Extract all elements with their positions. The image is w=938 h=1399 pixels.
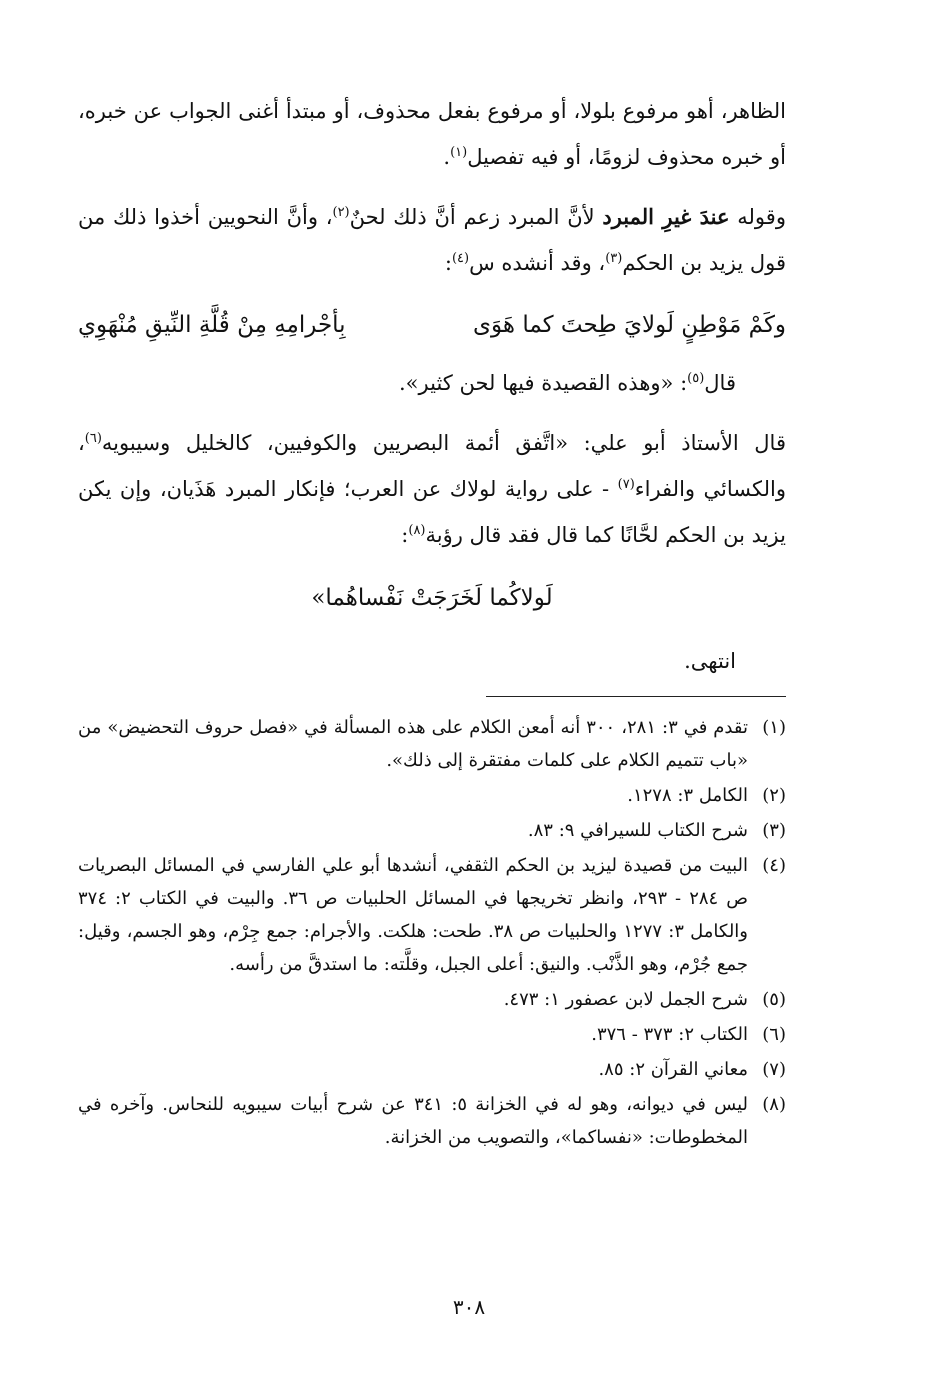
footnotes	[78, 711, 786, 1154]
footnote-ref-7: (٧)	[617, 477, 635, 492]
page-number: ٣٠٨	[452, 1295, 486, 1319]
footnote-ref-3: (٣)	[605, 251, 623, 266]
bold-phrase: عندَ غيرِ المبرد	[602, 204, 730, 229]
footnote-item: (٤) البيت من قصيدة ليزيد بن الحكم الثقفي، أنشدها أبو علي الفارسي في المسائل البصريات ص ٢٨٤ - ٢٩٣، وانظر تخريجها في المسائل الحلبيات ص ٣٦. والبيت في الكتاب ٢: ٣٧٤ والكامل ٣: ١٢٧٧ والحلبيات ص ٣٨. طحت: هلكت. والأجرام: جمع جِرْم، وهو الجسم، وقيل: جمع جُرْم، وهو الذَّنْب. والنيق: أعلى الجبل، وقلَّته: ما استدقَّ من رأسه.	[78, 855, 786, 975]
footnote-ref-1: (١)	[450, 145, 468, 160]
paragraph-1: الظاهر، أهو مرفوع بلولا، أو مرفوع بفعل محذوف، أو مبتدأ أغنى الجواب عن خبره، أو خبره محذوف لزومًا، أو فيه تفصيل$^{(١)}$.	[78, 99, 786, 169]
footnote-item: (١) تقدم في ٣: ٢٨١، ٣٠٠ أنه أمعن الكلام على هذه المسألة في «فصل حروف التحضيض» من «باب تتميم الكلام على كلمات مفتقرة إلى ذلك».	[78, 717, 786, 771]
footnote-separator	[486, 696, 786, 697]
footnote-ref-2: (٢)	[332, 205, 350, 220]
footnote-ref-6: (٦)	[84, 431, 102, 446]
page-content	[78, 88, 786, 1156]
footnote-item: (٧) معاني القرآن ٢: ٨٥.	[598, 1059, 786, 1080]
paragraph-2: وقوله عندَ غيرِ المبرد لأنَّ المبرد زعم أنَّ ذلك لحنٌ$^{(٢)}$، وأنَّ النحويين أخذوا ذلك من قول يزيد بن الحكم$^{(٣)}$، وقد أنشده س$^{(٤)}$:	[78, 204, 786, 275]
footnote-ref-5: (٥)	[687, 371, 705, 386]
footnote-item: (٢) الكامل ٣: ١٢٧٨.	[627, 785, 786, 806]
paragraph-3: قال$^{(٥)}$: «وهذه القصيدة فيها لحن كثير».	[399, 371, 736, 395]
verse-1	[78, 300, 786, 350]
verse-1-second-hemistich: بِأجْرامِهِ مِنْ قُلَّةِ النِّيقِ مُنْهَوِي	[78, 312, 346, 338]
footnote-item: (٥) شرح الجمل لابن عصفور ١: ٤٧٣.	[503, 989, 786, 1010]
ending-word: انتهى.	[684, 649, 736, 673]
footnote-item: (٣) شرح الكتاب للسيرافي ٩: ٨٣.	[527, 820, 786, 841]
footnote-ref-8: (٨)	[408, 523, 426, 538]
footnote-ref-4: (٤)	[451, 251, 470, 266]
verse-2: لَولاكُما لَخَرَجَتْ نَفْساهُما»	[311, 585, 553, 611]
footnote-item: (٨) ليس في ديوانه، وهو له في الخزانة ٥: ٣٤١ عن شرح أبيات سيبويه للنحاس. وآخره في المخطوطات: «نفساكما»، والتصويب من الخزانة.	[78, 1094, 786, 1148]
paragraph-4: قال الأستاذ أبو علي: «اتَّفق أئمة البصريين والكوفيين، كالخليل وسيبويه$^{(٦)}$، والكسائي والفراء$^{(٧)}$ - على رواية لولاك عن العرب؛ فإنكار المبرد هَذَيان، وإن يكن يزيد بن الحكم لحَّانًا كما قال فقد قال رؤبة$^{(٨)}$:	[78, 431, 787, 547]
verse-1-first-hemistich: وكَمْ مَوْطِنٍ لَولايَ طِحتَ كما هَوَى	[473, 312, 786, 338]
footnote-item: (٦) الكتاب ٢: ٣٧٣ - ٣٧٦.	[591, 1024, 786, 1045]
